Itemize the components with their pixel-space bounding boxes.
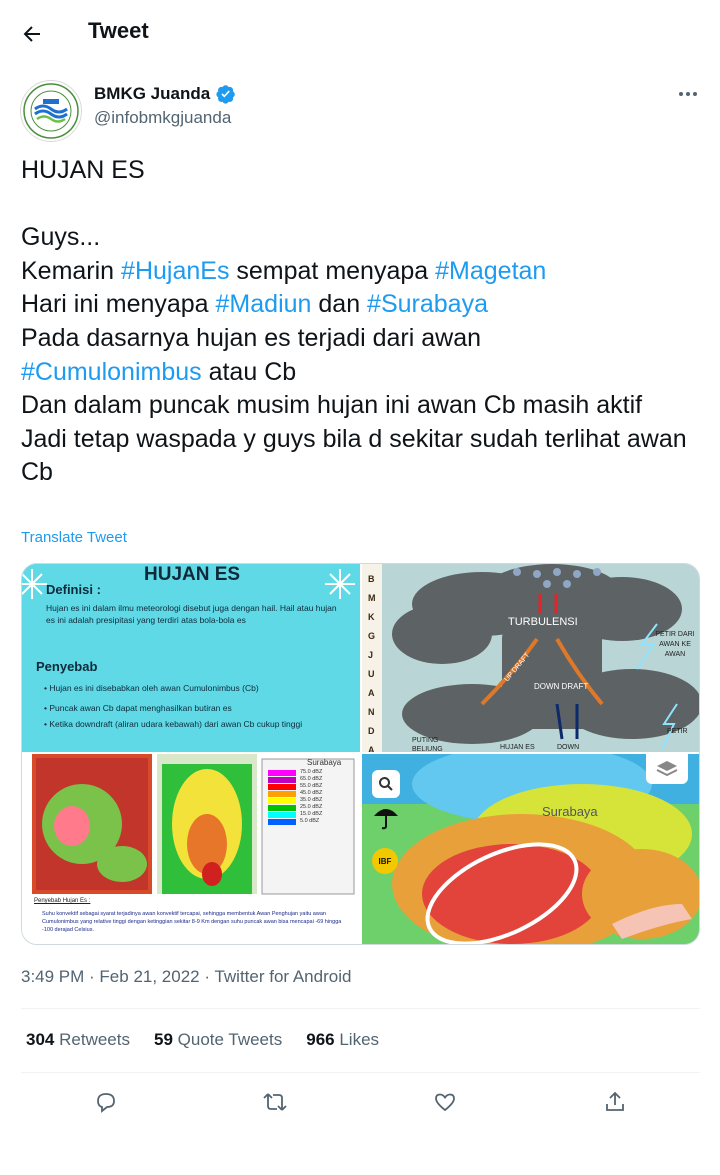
more-options-icon[interactable]	[676, 84, 700, 104]
author-name-text: BMKG Juanda	[94, 84, 211, 103]
downdraft-label: DOWN DRAFT	[534, 682, 589, 691]
radar-caption-heading: Penyebab Hujan Es :	[34, 898, 91, 904]
likes-count: 966	[306, 1030, 335, 1049]
text-span: atau Cb	[201, 357, 297, 386]
blank-line	[21, 188, 701, 222]
side-letter: K	[368, 612, 375, 622]
side-letter: A	[368, 745, 375, 752]
bmkg-logo-icon	[21, 81, 81, 141]
list-item: • Puncak awan Cb dapat menghasilkan butiran es	[44, 703, 232, 713]
legend-item: 15.0 dBZ	[300, 811, 323, 817]
author-handle[interactable]: @infobmkgjuanda	[94, 108, 232, 127]
media-grid	[21, 563, 700, 945]
tweet-line	[21, 255, 701, 289]
side-letter: D	[368, 726, 375, 736]
hashtag-link[interactable]: #Magetan	[435, 256, 547, 285]
side-letter: N	[368, 707, 375, 717]
tweet-source[interactable]: Twitter for Android	[214, 967, 352, 986]
retweets-count: 304	[26, 1030, 55, 1049]
quotes-count: 59	[153, 1030, 173, 1049]
tweet-date[interactable]: Feb 21, 2022	[99, 967, 200, 986]
like-button[interactable]	[425, 1082, 465, 1122]
reply-button[interactable]	[86, 1082, 126, 1122]
hashtag-link[interactable]: #Madiun	[215, 290, 312, 319]
tweet-body	[21, 154, 701, 490]
list-item: • Ketika downdraft (aliran udara kebawah) dari awan Cb cukup tinggi	[44, 719, 303, 729]
side-letter: U	[368, 669, 375, 679]
tweet-meta: 3:49 PM · Feb 21, 2022 · Twitter for Android	[21, 967, 352, 986]
puting-label: PUTING BELIUNG	[412, 737, 443, 752]
divider	[21, 1008, 700, 1009]
cause-text: Puncak awan Cb dapat menghasilkan butiran es	[49, 703, 232, 713]
hujan-label: HUJAN ES	[500, 744, 535, 751]
radar-caption-text: Suhu konvektif sebagai syarat terjadinya awan konvektif tercapai, sehingga membentuk Awan Penghujan yaitu awan Cumulonimbus yang relative tinggi dengan ketinggian sekitar 8-9 Km dengan suhu puncak awan bisa mencapai -69 hingga -100 derajad Celsius.	[42, 911, 342, 933]
engagement-stats	[26, 1030, 379, 1050]
map-layers-button[interactable]	[646, 754, 688, 784]
verified-badge-icon	[216, 84, 236, 104]
info-cause-list	[44, 678, 352, 731]
side-letter: G	[368, 631, 376, 641]
tweet-line: Dan dalam puncak musim hujan ini awan Cb masih aktif	[21, 391, 643, 420]
media-image-diagram[interactable]	[362, 564, 700, 752]
side-letter: A	[368, 688, 375, 698]
hashtag-link[interactable]: #Surabaya	[367, 290, 488, 319]
quotes-label: Quote Tweets	[177, 1030, 283, 1049]
search-icon	[378, 776, 394, 792]
side-letter: J	[368, 650, 374, 660]
quotes-stat[interactable]	[154, 1030, 282, 1050]
likes-stat[interactable]	[306, 1030, 379, 1050]
hashtag-link[interactable]: #HujanEs	[121, 256, 230, 285]
tweet-time[interactable]: 3:49 PM	[21, 967, 85, 986]
cause-text: Hujan es ini disebabkan oleh awan Cumulonimbus (Cb)	[49, 683, 259, 693]
author-name[interactable]	[94, 84, 236, 104]
info-title: HUJAN ES	[144, 564, 241, 585]
media-image-map[interactable]	[362, 754, 700, 945]
info-definition-text: Hujan es ini dalam ilmu meteorologi disebut juga dengan hail. Hail atau hujan es ini adalah presipitasi yang terdiri atas bola-bola es	[46, 603, 337, 625]
legend-item: 5.0 dBZ	[300, 818, 320, 824]
legend-item: 65.0 dBZ	[300, 776, 323, 782]
side-letter: M	[368, 593, 376, 603]
text-span: Hari ini menyapa	[21, 290, 216, 319]
reply-icon	[94, 1090, 118, 1114]
info-cause-heading: Penyebab	[36, 659, 98, 674]
retweet-button[interactable]	[255, 1082, 295, 1122]
updraft-label: UP DRAFT	[503, 651, 532, 684]
tweet-line	[21, 356, 701, 390]
retweets-label: Retweets	[59, 1030, 130, 1049]
cause-text: Ketika downdraft (aliran udara kebawah) dari awan Cb cukup tinggi	[49, 719, 303, 729]
side-letter: B	[368, 574, 375, 584]
back-arrow-icon[interactable]	[20, 22, 44, 46]
legend-item: 35.0 dBZ	[300, 797, 323, 803]
divider	[21, 1072, 700, 1073]
text-span: dan	[311, 290, 368, 319]
legend-item: 75.0 dBZ	[300, 769, 323, 775]
media-image-radar[interactable]	[22, 754, 360, 945]
down-label: DOWN	[557, 744, 580, 751]
retweet-icon	[262, 1090, 288, 1114]
avatar[interactable]	[20, 80, 82, 142]
top-bar	[0, 0, 720, 66]
translate-tweet-link[interactable]: Translate Tweet	[21, 529, 127, 546]
text-span: sempat menyapa	[229, 256, 436, 285]
share-icon	[603, 1090, 627, 1114]
tweet-line: Guys...	[21, 223, 101, 252]
media-image-info[interactable]	[22, 564, 360, 752]
tweet-line	[21, 288, 701, 322]
hashtag-link[interactable]: #Cumulonimbus	[21, 357, 202, 386]
radar-legend	[300, 769, 322, 825]
legend-item: 55.0 dBZ	[300, 783, 323, 789]
list-item: • Hujan es ini disebabkan oleh awan Cumulonimbus (Cb)	[44, 683, 259, 693]
share-button[interactable]	[595, 1082, 635, 1122]
tweet-line: HUJAN ES	[21, 156, 145, 184]
ibf-badge[interactable]: IBF	[372, 848, 398, 874]
umbrella-icon	[372, 802, 400, 830]
action-bar	[0, 1082, 720, 1122]
map-search-button[interactable]	[372, 770, 400, 798]
side-text	[368, 570, 378, 752]
cloud-diagram	[362, 564, 700, 752]
page-title: Tweet	[88, 18, 149, 43]
likes-label: Likes	[339, 1030, 380, 1049]
text-span: Kemarin	[21, 256, 122, 285]
retweets-stat[interactable]	[26, 1030, 130, 1050]
tweet-line: Jadi tetap waspada y guys bila d sekitar sudah terlihat awan Cb	[21, 424, 687, 487]
tweet-line: Pada dasarnya hujan es terjadi dari awan	[21, 323, 482, 352]
info-definition-heading: Definisi :	[46, 582, 101, 597]
legend-item: 45.0 dBZ	[300, 790, 323, 796]
heart-icon	[433, 1090, 457, 1114]
turbulensi-label: TURBULENSI	[508, 616, 578, 628]
radar-city: Surabaya	[307, 758, 342, 767]
map-city-label: Surabaya	[542, 804, 598, 819]
petir-label: PETIR DARI AWAN KE AWAN	[655, 631, 695, 658]
legend-item: 25.0 dBZ	[300, 804, 323, 810]
petir-label: PETIR	[667, 728, 688, 735]
layers-icon	[655, 759, 679, 779]
